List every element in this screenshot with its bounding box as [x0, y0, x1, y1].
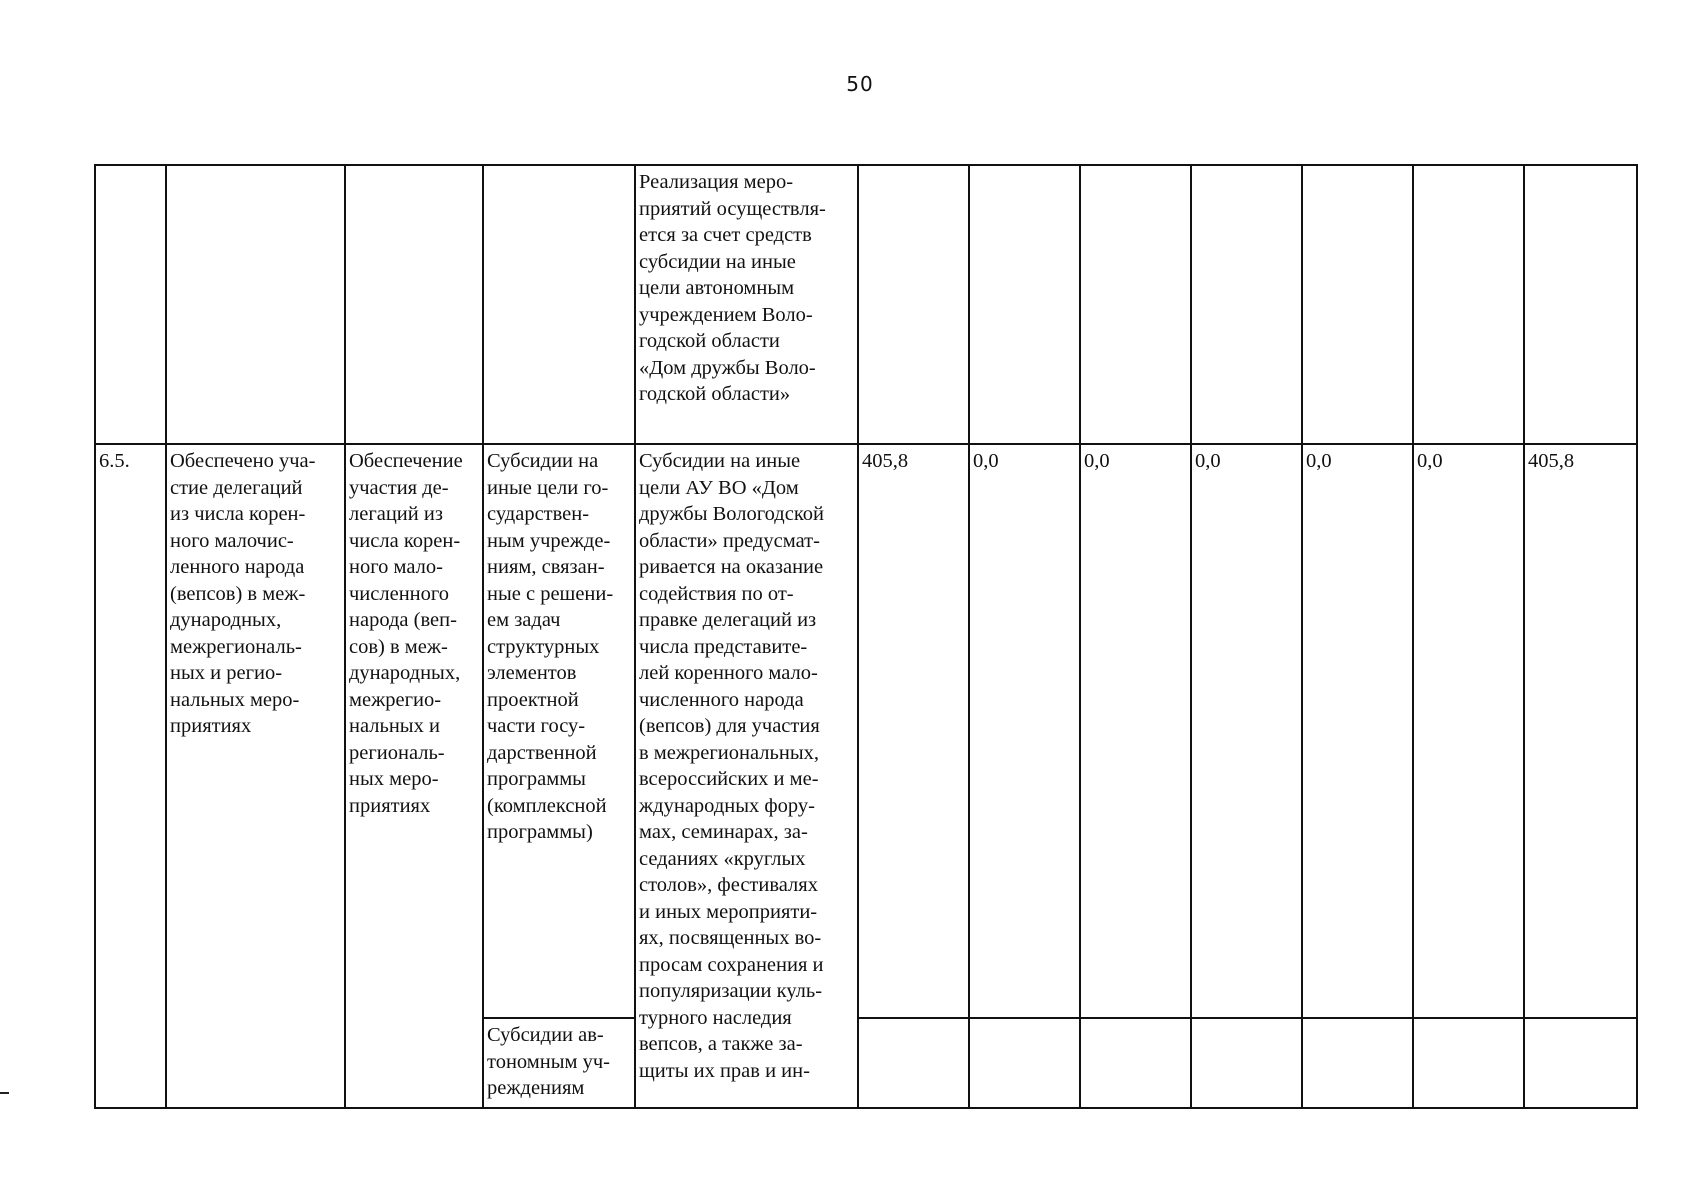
cell-value: 0,0	[1080, 444, 1191, 1018]
cell-value: 0,0	[969, 444, 1080, 1018]
cell-description: Субсидии на иные цели АУ ВО «Дом дружбы Вологодской области» предусмат- ривается на оказание содействия по от- правке делегаций из числа представите- лей коренного мало- численного народа (вепсов) для участия в межрегиональных, всероссийских и ме- ждународных фору- мах, семинарах, за- седаниях «круглых столов», фестивалях и иных мероприяти- ях, посвященных во- просам сохранения и популяризации куль- турного наследия вепсов, а также за- щиты их прав и ин-	[635, 444, 858, 1108]
cell-value: 405,8	[858, 444, 969, 1018]
table-row-continuation	[95, 165, 1637, 444]
cell-empty	[1413, 1018, 1524, 1108]
cell-empty	[1302, 1018, 1413, 1108]
cell-value: 0,0	[1302, 444, 1413, 1018]
cell-empty	[1302, 165, 1413, 444]
cell-value-total: 405,8	[1524, 444, 1637, 1018]
cell-empty	[858, 1018, 969, 1108]
cell-empty	[969, 165, 1080, 444]
cell-empty	[483, 165, 635, 444]
cell-empty	[166, 165, 345, 444]
cell-empty	[1413, 165, 1524, 444]
cell-empty	[1080, 165, 1191, 444]
cell-event: Обеспечение участия де- легаций из числа корен- ного мало- численного народа (веп- сов) в меж- дународных, межрегио- нальных и региональ- ных меро- приятиях	[345, 444, 483, 1108]
cell-empty	[1524, 1018, 1637, 1108]
page-number: 50	[846, 72, 874, 96]
cell-empty	[95, 165, 166, 444]
cell-empty	[1080, 1018, 1191, 1108]
cell-result: Обеспечено уча- стие делегаций из числа корен- ного малочис- ленного народа (вепсов) в меж- дународных, межрегиональ- ных и регио- нальных меро- приятиях	[166, 444, 345, 1108]
program-table	[94, 164, 1638, 1109]
cell-item-number: 6.5.	[95, 444, 166, 1108]
cell-value: 0,0	[1413, 444, 1524, 1018]
cell-empty	[1191, 1018, 1302, 1108]
cell-expense-subtype: Субсидии ав- тономным уч- реждениям	[483, 1018, 635, 1108]
cell-continuation-description: Реализация меро- приятий осуществля- ется за счет средств субсидии на иные цели автономным учреждением Воло- годской области «Дом дружбы Воло- годской области»	[635, 165, 858, 444]
cell-empty	[1191, 165, 1302, 444]
cell-empty	[1524, 165, 1637, 444]
cell-empty	[345, 165, 483, 444]
cell-empty	[858, 165, 969, 444]
cell-expense-type: Субсидии на иные цели го- сударствен- ным учрежде- ниям, связан- ные с решени- ем задач структурных элементов проектной части госу- дарственной программы (комплексной программы)	[483, 444, 635, 1018]
cell-value: 0,0	[1191, 444, 1302, 1018]
cell-empty	[969, 1018, 1080, 1108]
table-row-6-5	[95, 444, 1637, 1018]
scan-edge-mark	[0, 1092, 9, 1094]
